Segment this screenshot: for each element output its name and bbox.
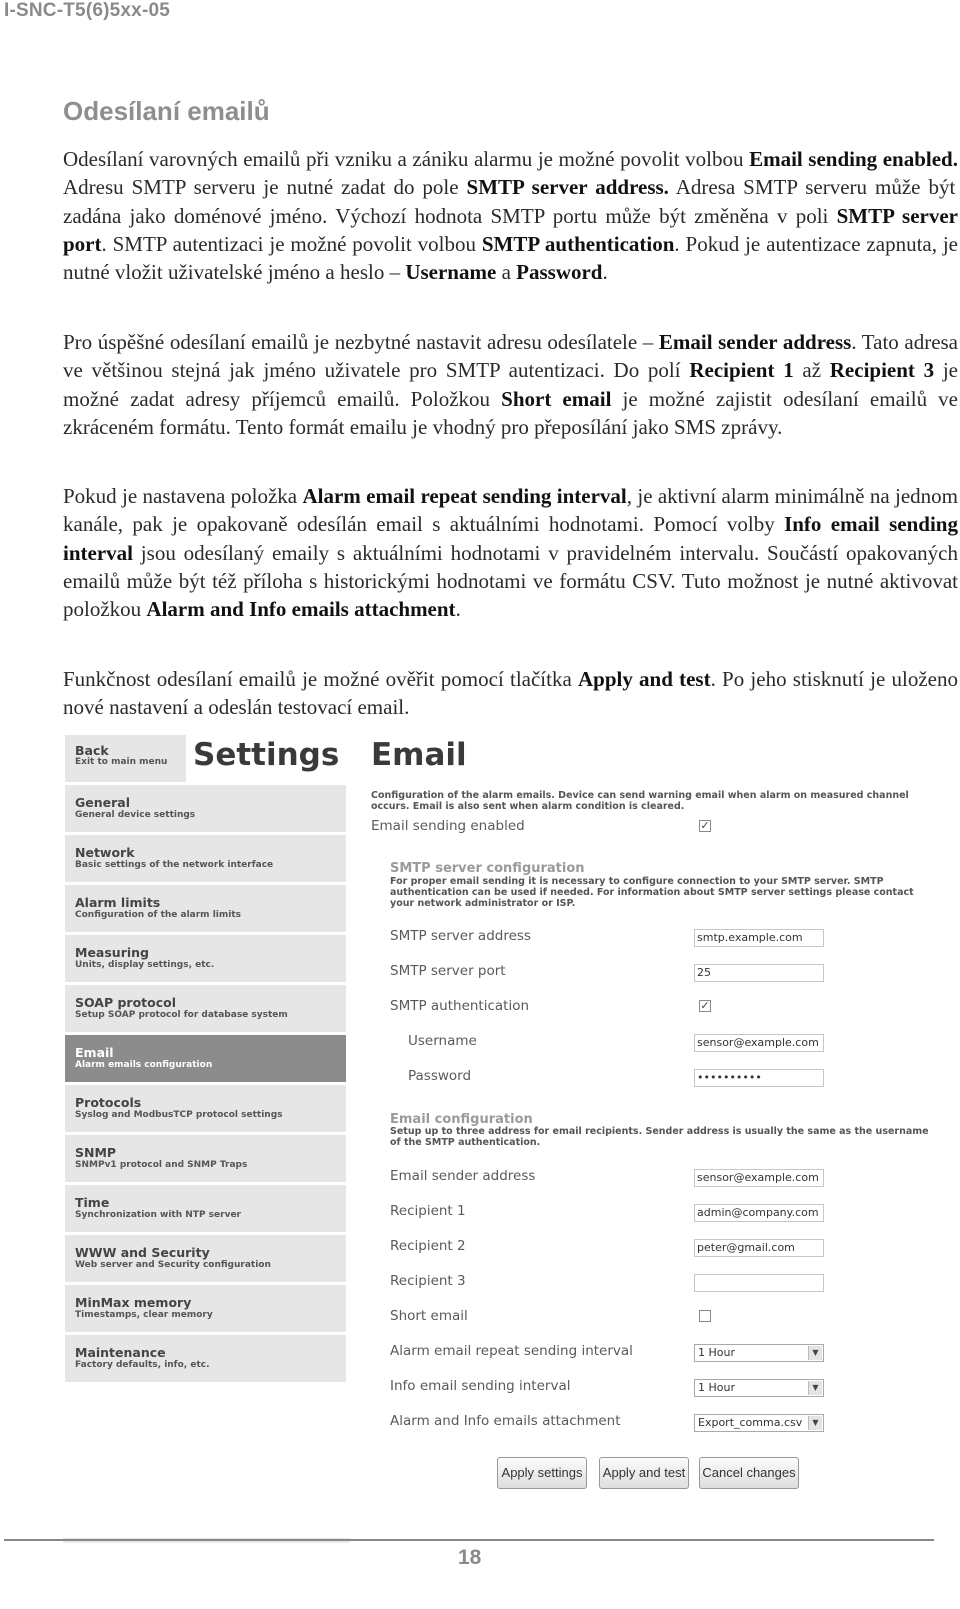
bold-term: Alarm and Info emails attachment [146, 597, 456, 622]
smtp-authentication-label: SMTP authentication [390, 998, 530, 1014]
email-config-group-title: Email configuration [390, 1112, 533, 1127]
nav-item-time[interactable] [65, 1185, 346, 1232]
nav-item-measuring[interactable] [65, 935, 346, 982]
short-email-label: Short email [390, 1308, 468, 1324]
nav-item-title: General [75, 795, 130, 810]
smtp-authentication-checkbox[interactable]: ✓ [700, 999, 710, 1012]
text-run: Pro úspěšné odesílaní emailů je nezbytné nastavit adresu odesílatele – [63, 330, 659, 354]
smtp-server-address-label: SMTP server address [390, 928, 531, 944]
footer-divider [4, 1539, 934, 1541]
attachment-select[interactable] [694, 1414, 824, 1432]
text-run: . [455, 597, 461, 622]
text-run: Adresa SMTP serveru může být zadána jako doménové jméno. Výchozí hodnota SMTP portu může být změněna v poli [63, 175, 956, 228]
nav-item-title: Network [75, 845, 135, 860]
nav-item-subtitle: Synchronization with NTP server [75, 1210, 241, 1220]
nav-item-subtitle: Web server and Security configuration [75, 1260, 271, 1270]
text-run: . Po jeho stisknutí je uloženo nové nastavení a odeslán testovací email. [63, 667, 958, 720]
nav-item-subtitle: Timestamps, clear memory [75, 1310, 213, 1320]
nav-item-title: SNMP [75, 1145, 117, 1160]
paragraph-3 [63, 482, 958, 623]
smtp-group-title: SMTP server configuration [390, 861, 585, 876]
paragraph-1 [63, 145, 958, 286]
bold-term: SMTP server port [63, 203, 958, 256]
text-run: . SMTP autentizaci je možné povolit volbou [101, 231, 482, 256]
section-title: Odesílaní emailů [63, 96, 270, 126]
recipient-1-field[interactable]: admin@company.com [694, 1204, 824, 1222]
nav-item-title: SOAP protocol [75, 995, 177, 1010]
text-run: je možné zajistit odesílaní emailů ve zkráceném formátu. Tento formát emailu je vhodný pro přeposílání jako SMS zprávy. [63, 386, 959, 439]
alarm-repeat-interval-value: 1 Hour [698, 1346, 735, 1359]
recipient-2-field[interactable]: peter@gmail.com [694, 1239, 824, 1257]
bold-term: Email sending enabled. [749, 147, 958, 171]
back-button[interactable] [65, 735, 186, 782]
text-run: . [602, 260, 608, 285]
alarm-repeat-interval-select[interactable] [694, 1344, 824, 1362]
nav-item-maintenance[interactable] [65, 1335, 346, 1382]
nav-item-email[interactable] [65, 1035, 346, 1082]
chevron-down-icon: ▼ [808, 1346, 822, 1360]
attachment-label: Alarm and Info emails attachment [390, 1413, 621, 1429]
settings-screenshot [63, 733, 958, 1543]
nav-item-general[interactable] [65, 785, 346, 832]
nav-item-subtitle: Syslog and ModbusTCP protocol settings [75, 1110, 283, 1120]
nav-item-title: WWW and Security [75, 1245, 210, 1260]
username-field[interactable]: sensor@example.com [694, 1034, 824, 1052]
nav-item-title: MinMax memory [75, 1295, 192, 1310]
text-run: Pokud je nastavena položka [63, 484, 303, 508]
page-description: Configuration of the alarm emails. Device can send warning email when alarm on measured channel occurs. Email is also sent when alarm condition is cleared. [371, 790, 909, 812]
info-interval-select[interactable] [694, 1379, 824, 1397]
password-field[interactable]: •••••••••• [694, 1069, 824, 1087]
cancel-changes-button[interactable]: Cancel changes [699, 1457, 799, 1489]
bold-term: Recipient 3 [829, 358, 935, 383]
nav-item-subtitle: Alarm emails configuration [75, 1060, 213, 1070]
nav-item-subtitle: Units, display settings, etc. [75, 960, 215, 970]
short-email-checkbox[interactable] [699, 1310, 711, 1322]
nav-item-title: Email [75, 1045, 114, 1060]
nav-item-subtitle: General device settings [75, 810, 196, 820]
email-sender-address-label: Email sender address [390, 1168, 536, 1184]
nav-item-title: Protocols [75, 1095, 142, 1110]
text-run: je možné zadat adresy příjemců emailů. Položkou [63, 358, 958, 411]
document-header: I-SNC-T5(6)5xx-05 [4, 0, 171, 21]
bold-term: SMTP server address. [466, 175, 669, 200]
alarm-repeat-interval-label: Alarm email repeat sending interval [390, 1343, 633, 1359]
nav-item-subtitle: Setup SOAP protocol for database system [75, 1010, 288, 1020]
email-sending-enabled-checkbox[interactable]: ✓ [700, 819, 710, 832]
nav-item-minmax-memory[interactable] [65, 1285, 346, 1332]
back-title: Back [75, 743, 109, 758]
recipient-3-label: Recipient 3 [390, 1273, 466, 1289]
bold-term: Username [405, 260, 497, 285]
text-run: Odesílaní varovných emailů při vzniku a zániku alarmu je možné povolit volbou [63, 147, 750, 171]
apply-settings-button[interactable]: Apply settings [497, 1457, 587, 1489]
text-run: jsou odesílaný emaily s aktuálními hodnotami v pravidelném intervalu. Součástí opakovaných emailů může být též příloha s historickými hodnotami ve formátu CSV. Tuto možnost je nutné aktivovat položkou [63, 540, 958, 622]
chevron-down-icon: ▼ [808, 1416, 822, 1430]
recipient-1-label: Recipient 1 [390, 1203, 466, 1219]
email-sender-address-field[interactable]: sensor@example.com [694, 1169, 824, 1187]
nav-item-subtitle: SNMPv1 protocol and SNMP Traps [75, 1160, 248, 1170]
nav-item-subtitle: Factory defaults, info, etc. [75, 1360, 210, 1370]
nav-item-title: Maintenance [75, 1345, 166, 1360]
recipient-3-field[interactable] [694, 1274, 824, 1292]
smtp-server-address-field[interactable]: smtp.example.com [694, 929, 824, 947]
nav-item-soap-protocol[interactable] [65, 985, 346, 1032]
nav-item-title: Time [75, 1195, 110, 1210]
bold-term: Apply and test [577, 667, 711, 691]
chevron-down-icon: ▼ [808, 1381, 822, 1395]
text-run: , je aktivní alarm minimálně na jednom kanále, pak je opakovaně odesílán email s aktuálními hodnotami. Pomocí volby [63, 484, 958, 537]
page-number: 18 [458, 1546, 482, 1569]
bold-term: Short email [501, 386, 612, 411]
nav-item-network[interactable] [65, 835, 346, 882]
bold-term: Recipient 1 [689, 358, 794, 383]
attachment-value: Export_comma.csv [698, 1416, 803, 1429]
text-run: až [793, 358, 830, 383]
nav-item-protocols[interactable] [65, 1085, 346, 1132]
smtp-server-port-field[interactable]: 25 [694, 964, 824, 982]
bold-term: Email sender address [658, 330, 852, 354]
bold-term: Info email sending interval [63, 512, 958, 565]
info-interval-value: 1 Hour [698, 1381, 735, 1394]
smtp-server-port-label: SMTP server port [390, 963, 506, 979]
apply-and-test-button[interactable]: Apply and test [599, 1457, 689, 1489]
text-run: Adresu SMTP serveru je nutné zadat do pole [63, 175, 467, 200]
nav-item-subtitle: Basic settings of the network interface [75, 860, 274, 870]
text-run: . Tato adresa ve většinou stejná jak jméno uživatele pro SMTP autentizaci. Do polí [63, 330, 959, 383]
nav-item-www-security[interactable] [65, 1235, 346, 1282]
text-run: . Pokud je autentizace zapnuta, je nutné vložit uživatelské jméno a heslo – [63, 231, 958, 285]
settings-title: Settings [193, 737, 340, 773]
nav-item-subtitle: Configuration of the alarm limits [75, 910, 241, 920]
nav-item-snmp[interactable] [65, 1135, 346, 1182]
smtp-group-description: For proper email sending it is necessary to configure connection to your SMTP server. SMTP authentication can be used if needed. For information about SMTP server settings please contact your network administrator or ISP. [390, 876, 914, 909]
email-sending-enabled-label: Email sending enabled [371, 818, 525, 834]
email-config-group-description: Setup up to three address for email recipients. Sender address is usually the same as the username of the SMTP authentication. [390, 1126, 929, 1148]
page-title: Email [371, 737, 467, 773]
info-interval-label: Info email sending interval [390, 1378, 571, 1394]
bold-term: SMTP authentication [481, 231, 675, 256]
text-run: a [496, 260, 517, 285]
paragraph-2 [63, 328, 958, 441]
nav-item-title: Alarm limits [75, 895, 161, 910]
text-run: Funkčnost odesílaní emailů je možné ověřit pomocí tlačítka [63, 667, 578, 691]
username-label: Username [408, 1033, 477, 1049]
back-subtitle: Exit to main menu [75, 757, 168, 767]
paragraph-4 [63, 665, 958, 722]
nav-item-title: Measuring [75, 945, 149, 960]
recipient-2-label: Recipient 2 [390, 1238, 466, 1254]
bold-term: Alarm email repeat sending interval [302, 484, 627, 508]
bold-term: Password [516, 260, 603, 285]
nav-item-alarm-limits[interactable] [65, 885, 346, 932]
password-label: Password [408, 1068, 472, 1084]
